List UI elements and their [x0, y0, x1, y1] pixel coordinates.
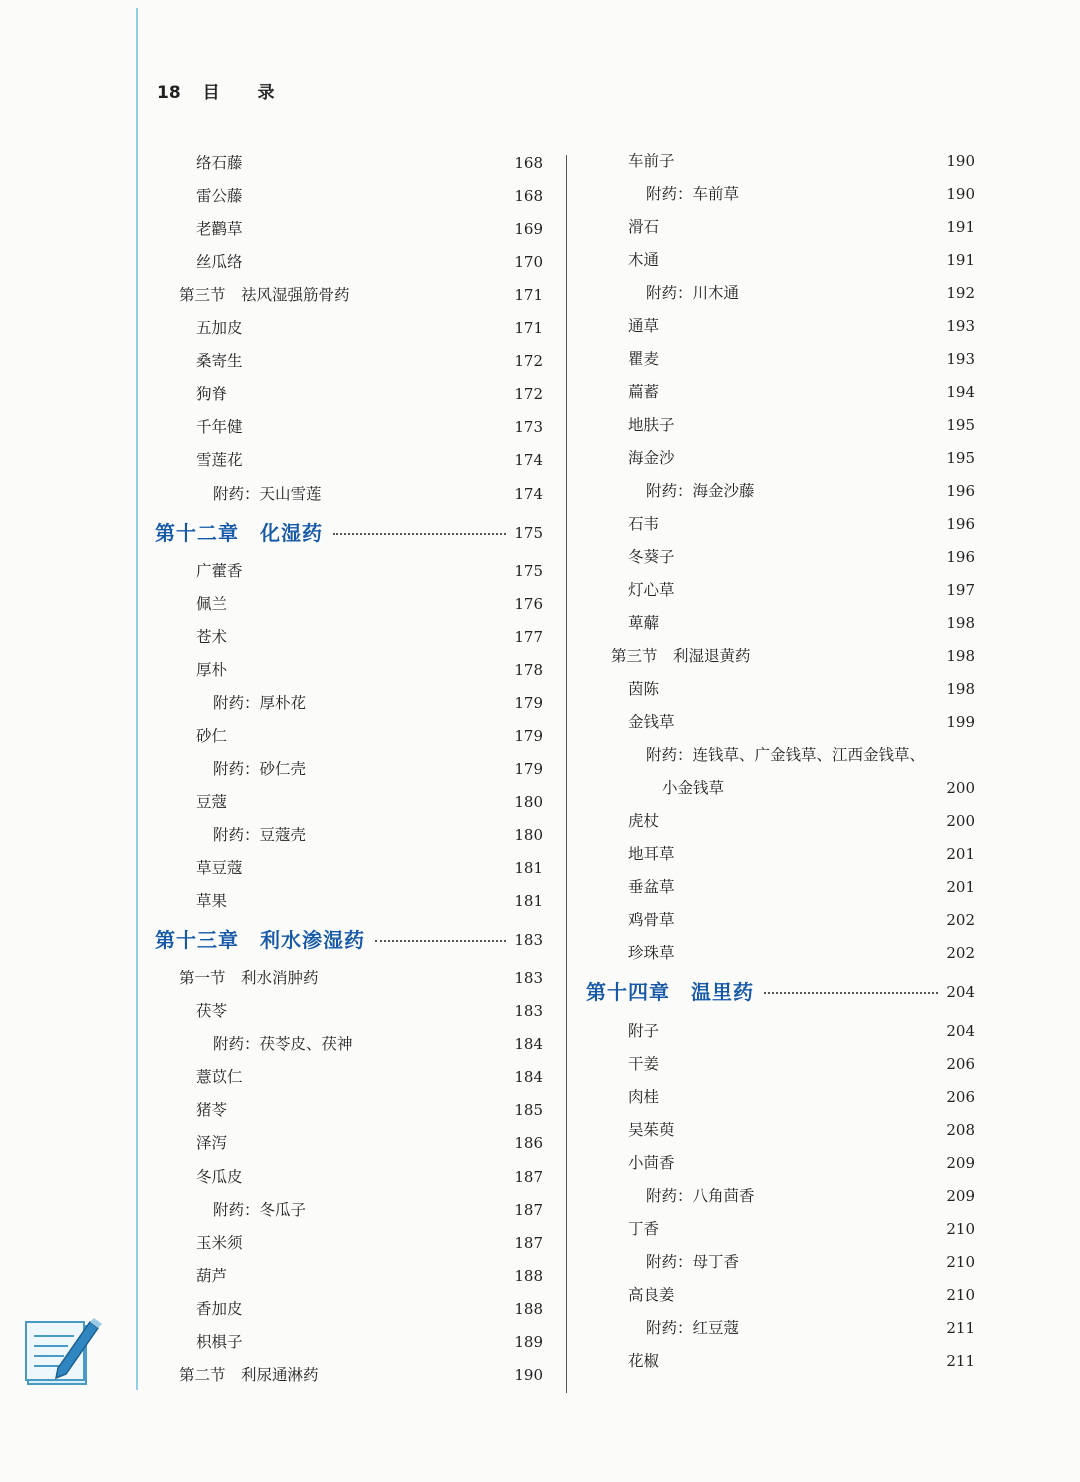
entry-page-number: 183 [514, 1002, 543, 1021]
entry-label: 枳椇子 [196, 1332, 243, 1351]
entry-label: 木通 [628, 251, 660, 269]
toc-entry [196, 1095, 543, 1125]
entry-page-number: 211 [946, 1319, 975, 1337]
entry-page-number: 181 [514, 892, 543, 911]
toc-entry [196, 1128, 543, 1158]
toc-entry [196, 1294, 543, 1324]
toc-entry [213, 754, 543, 784]
toc-entry [196, 655, 543, 685]
toc-entry [628, 1214, 975, 1244]
entry-label: 薏苡仁 [196, 1068, 243, 1087]
entry-page-number: 198 [946, 647, 975, 665]
entry-page-number: 172 [514, 385, 543, 404]
dot-leader [764, 992, 938, 994]
entry-label: 附药：天山雪莲 [213, 484, 322, 503]
entry-page-number: 186 [514, 1134, 543, 1153]
entry-page-number: 174 [514, 451, 543, 470]
entry-page-number: 193 [946, 317, 975, 335]
toc-entry [628, 1115, 975, 1145]
entry-label: 络石藤 [196, 154, 243, 172]
entry-label: 附药：川木通 [646, 284, 740, 302]
entry-page-number: 210 [946, 1286, 975, 1304]
toc-entry [196, 1062, 543, 1092]
entry-page-number: 180 [514, 792, 543, 811]
toc-entry [628, 674, 975, 704]
toc-entry [628, 1346, 975, 1376]
entry-label: 葫芦 [196, 1266, 228, 1285]
entry-page-number: 197 [946, 581, 975, 599]
column-divider [566, 155, 567, 1393]
toc-entry [196, 1327, 543, 1357]
entry-page-number: 187 [514, 1167, 543, 1186]
toc-entry [213, 1195, 543, 1225]
toc-entry [646, 278, 975, 308]
toc-entry [628, 839, 975, 869]
toc-entry [213, 1029, 543, 1059]
entry-label: 雪莲花 [196, 451, 243, 470]
entry-page-number: 188 [514, 1266, 543, 1285]
toc-entry [196, 853, 543, 883]
entry-page-number: 202 [946, 911, 975, 929]
entry-label: 厚朴 [196, 660, 228, 679]
page-header [157, 78, 291, 103]
toc-entry [628, 1280, 975, 1310]
toc-entry [628, 1016, 975, 1046]
toc-entry [213, 688, 543, 718]
entry-label: 第二节 利尿通淋药 [179, 1365, 319, 1384]
entry-label: 肉桂 [628, 1088, 660, 1106]
entry-page-number: 204 [946, 983, 975, 1001]
entry-label: 冬瓜皮 [196, 1167, 243, 1186]
entry-label: 丁香 [628, 1220, 660, 1238]
entry-label: 地肤子 [628, 416, 675, 434]
entry-page-number: 168 [514, 154, 543, 172]
section-heading [179, 1360, 543, 1390]
entry-page-number: 185 [514, 1101, 543, 1120]
toc-entry [196, 1261, 543, 1291]
entry-label: 附药：八角茴香 [646, 1187, 755, 1205]
entry-page-number: 187 [514, 1233, 543, 1252]
entry-label: 珍珠草 [628, 944, 675, 962]
entry-label: 吴茱萸 [628, 1121, 675, 1139]
toc-entry [196, 589, 543, 619]
toc-entry [646, 476, 975, 506]
entry-page-number: 177 [514, 627, 543, 646]
toc-entry [628, 542, 975, 572]
toc-entry [646, 740, 975, 770]
entry-label: 泽泻 [196, 1134, 228, 1153]
entry-page-number: 180 [514, 826, 543, 844]
toc-entry [196, 996, 543, 1026]
toc-entry [196, 445, 543, 475]
entry-label: 附药：车前草 [646, 185, 740, 203]
toc-entry [662, 773, 975, 803]
section-heading [611, 641, 975, 671]
toc-entry [646, 1247, 975, 1277]
entry-label: 车前子 [628, 152, 675, 170]
section-heading [179, 280, 543, 310]
entry-page-number: 198 [946, 680, 975, 698]
entry-label: 灯心草 [628, 581, 675, 599]
toc-entry [628, 245, 975, 275]
toc-entry [628, 575, 975, 605]
toc-entry [628, 146, 975, 176]
entry-label: 附药：母丁香 [646, 1253, 740, 1271]
entry-page-number: 195 [946, 449, 975, 467]
entry-label: 附药：厚朴花 [213, 693, 307, 712]
entry-label: 第十二章 化湿药 [155, 520, 323, 545]
entry-label: 附药：连钱草、广金钱草、江西金钱草、 [646, 746, 926, 764]
toc-entry [628, 1148, 975, 1178]
entry-label: 草果 [196, 892, 228, 911]
toc-entry [628, 608, 975, 638]
toc-entry [196, 346, 543, 376]
toc-entry [196, 313, 543, 343]
entry-page-number: 187 [514, 1200, 543, 1219]
toc-entry [196, 622, 543, 652]
entry-page-number: 193 [946, 350, 975, 368]
entry-label: 附药：海金沙藤 [646, 482, 755, 500]
entry-page-number: 200 [946, 779, 975, 797]
entry-page-number: 209 [946, 1187, 975, 1205]
entry-page-number: 178 [514, 660, 543, 679]
entry-label: 地耳草 [628, 845, 675, 863]
entry-page-number: 190 [514, 1365, 543, 1384]
toc-entry [213, 479, 543, 509]
toc-entry [628, 212, 975, 242]
entry-label: 豆蔻 [196, 792, 228, 811]
entry-page-number: 196 [946, 515, 975, 533]
entry-page-number: 190 [946, 185, 975, 203]
entry-page-number: 191 [946, 251, 975, 269]
entry-label: 砂仁 [196, 726, 228, 745]
entry-label: 海金沙 [628, 449, 675, 467]
entry-page-number: 208 [946, 1121, 975, 1139]
entry-page-number: 176 [514, 594, 543, 613]
entry-label: 千年健 [196, 418, 243, 437]
toc-entry [628, 905, 975, 935]
entry-label: 萆薢 [628, 614, 660, 632]
entry-label: 桑寄生 [196, 352, 243, 371]
entry-page-number: 181 [514, 859, 543, 878]
entry-label: 丝瓜络 [196, 253, 243, 272]
entry-label: 佩兰 [196, 594, 228, 613]
section-heading [179, 963, 543, 993]
entry-page-number: 204 [946, 1022, 975, 1040]
entry-label: 附药：砂仁壳 [213, 759, 307, 778]
entry-page-number: 211 [946, 1352, 975, 1370]
entry-label: 第十三章 利水渗湿药 [155, 928, 365, 953]
entry-label: 金钱草 [628, 713, 675, 731]
entry-label: 香加皮 [196, 1299, 243, 1318]
entry-page-number: 170 [514, 253, 543, 272]
entry-page-number: 189 [514, 1332, 543, 1351]
entry-label: 老鹳草 [196, 220, 243, 239]
entry-label: 垂盆草 [628, 878, 675, 896]
margin-rule [136, 8, 138, 1390]
entry-page-number: 171 [514, 286, 543, 305]
entry-label: 石韦 [628, 515, 660, 533]
toc-entry [196, 721, 543, 751]
entry-page-number: 191 [946, 218, 975, 236]
dot-leader [333, 533, 506, 535]
entry-label: 狗脊 [196, 385, 228, 404]
entry-page-number: 209 [946, 1154, 975, 1172]
entry-page-number: 183 [514, 931, 543, 950]
entry-label: 玉米须 [196, 1233, 243, 1252]
toc-entry [196, 886, 543, 916]
entry-page-number: 196 [946, 482, 975, 500]
toc-entry [628, 410, 975, 440]
entry-page-number: 201 [946, 878, 975, 896]
toc-entry [196, 1228, 543, 1258]
notepad-pencil-icon [24, 1316, 102, 1388]
entry-page-number: 188 [514, 1299, 543, 1318]
toc-entry [646, 1313, 975, 1343]
entry-label: 第三节 利湿退黄药 [611, 647, 751, 665]
chapter-heading [586, 977, 975, 1007]
entry-page-number: 200 [946, 812, 975, 830]
toc-entry [628, 377, 975, 407]
entry-page-number: 171 [514, 319, 543, 338]
entry-page-number: 174 [514, 484, 543, 503]
toc-entry [646, 1181, 975, 1211]
entry-label: 猪苓 [196, 1101, 228, 1120]
entry-page-number: 175 [514, 561, 543, 580]
entry-page-number: 210 [946, 1220, 975, 1238]
toc-entry [196, 247, 543, 277]
entry-label: 鸡骨草 [628, 911, 675, 929]
entry-label: 第三节 祛风湿强筋骨药 [179, 286, 350, 305]
toc-entry [628, 509, 975, 539]
toc-entry [628, 344, 975, 374]
entry-page-number: 175 [514, 523, 543, 542]
entry-label: 苍术 [196, 627, 228, 646]
toc-entry [628, 707, 975, 737]
entry-label: 瞿麦 [628, 350, 660, 368]
entry-page-number: 179 [514, 726, 543, 745]
toc-entry [646, 179, 975, 209]
toc-entry [196, 181, 543, 211]
entry-page-number: 172 [514, 352, 543, 371]
toc-entry [213, 820, 543, 850]
entry-label: 附子 [628, 1022, 660, 1040]
entry-label: 花椒 [628, 1352, 660, 1370]
dot-leader [375, 940, 506, 942]
entry-page-number: 206 [946, 1088, 975, 1106]
entry-label: 雷公藤 [196, 187, 243, 206]
page-number: 18 [157, 83, 181, 103]
entry-label: 附药：豆蔻壳 [213, 826, 307, 844]
toc-entry [196, 1162, 543, 1192]
entry-label: 小茴香 [628, 1154, 675, 1172]
entry-page-number: 202 [946, 944, 975, 962]
entry-page-number: 190 [946, 152, 975, 170]
entry-label: 附药：茯苓皮、茯神 [213, 1035, 353, 1054]
entry-label: 冬葵子 [628, 548, 675, 566]
page-title: 目 录 [202, 83, 291, 103]
entry-page-number: 168 [514, 187, 543, 206]
entry-label: 第十四章 温里药 [586, 980, 754, 1004]
entry-label: 小金钱草 [662, 779, 725, 797]
entry-label: 附药：冬瓜子 [213, 1200, 307, 1219]
entry-label: 草豆蔻 [196, 859, 243, 878]
entry-page-number: 198 [946, 614, 975, 632]
entry-page-number: 201 [946, 845, 975, 863]
entry-page-number: 183 [514, 969, 543, 988]
entry-label: 干姜 [628, 1055, 660, 1073]
chapter-heading [155, 925, 543, 955]
toc-entry [628, 872, 975, 902]
entry-page-number: 179 [514, 693, 543, 712]
entry-page-number: 169 [514, 220, 543, 239]
entry-page-number: 210 [946, 1253, 975, 1271]
entry-label: 高良姜 [628, 1286, 675, 1304]
toc-entry [196, 556, 543, 586]
chapter-heading [155, 518, 543, 548]
toc-entry [196, 379, 543, 409]
entry-page-number: 199 [946, 713, 975, 731]
entry-page-number: 195 [946, 416, 975, 434]
entry-page-number: 179 [514, 759, 543, 778]
toc-entry [628, 443, 975, 473]
toc-entry [628, 1082, 975, 1112]
entry-page-number: 196 [946, 548, 975, 566]
entry-label: 通草 [628, 317, 660, 335]
entry-label: 茵陈 [628, 680, 660, 698]
entry-label: 五加皮 [196, 319, 243, 338]
toc-entry [196, 214, 543, 244]
entry-page-number: 184 [514, 1068, 543, 1087]
toc-entry [628, 938, 975, 968]
entry-label: 第一节 利水消肿药 [179, 969, 319, 988]
toc-entry [628, 806, 975, 836]
entry-page-number: 173 [514, 418, 543, 437]
entry-page-number: 184 [514, 1035, 543, 1054]
entry-page-number: 194 [946, 383, 975, 401]
toc-entry [628, 1049, 975, 1079]
entry-label: 滑石 [628, 218, 660, 236]
entry-page-number: 192 [946, 284, 975, 302]
entry-label: 附药：红豆蔻 [646, 1319, 740, 1337]
entry-label: 萹蓄 [628, 383, 660, 401]
toc-entry [196, 787, 543, 817]
entry-label: 虎杖 [628, 812, 660, 830]
toc-entry [628, 311, 975, 341]
entry-page-number: 206 [946, 1055, 975, 1073]
entry-label: 茯苓 [196, 1002, 228, 1021]
entry-label: 广藿香 [196, 561, 243, 580]
toc-entry [196, 412, 543, 442]
toc-entry [196, 148, 543, 178]
